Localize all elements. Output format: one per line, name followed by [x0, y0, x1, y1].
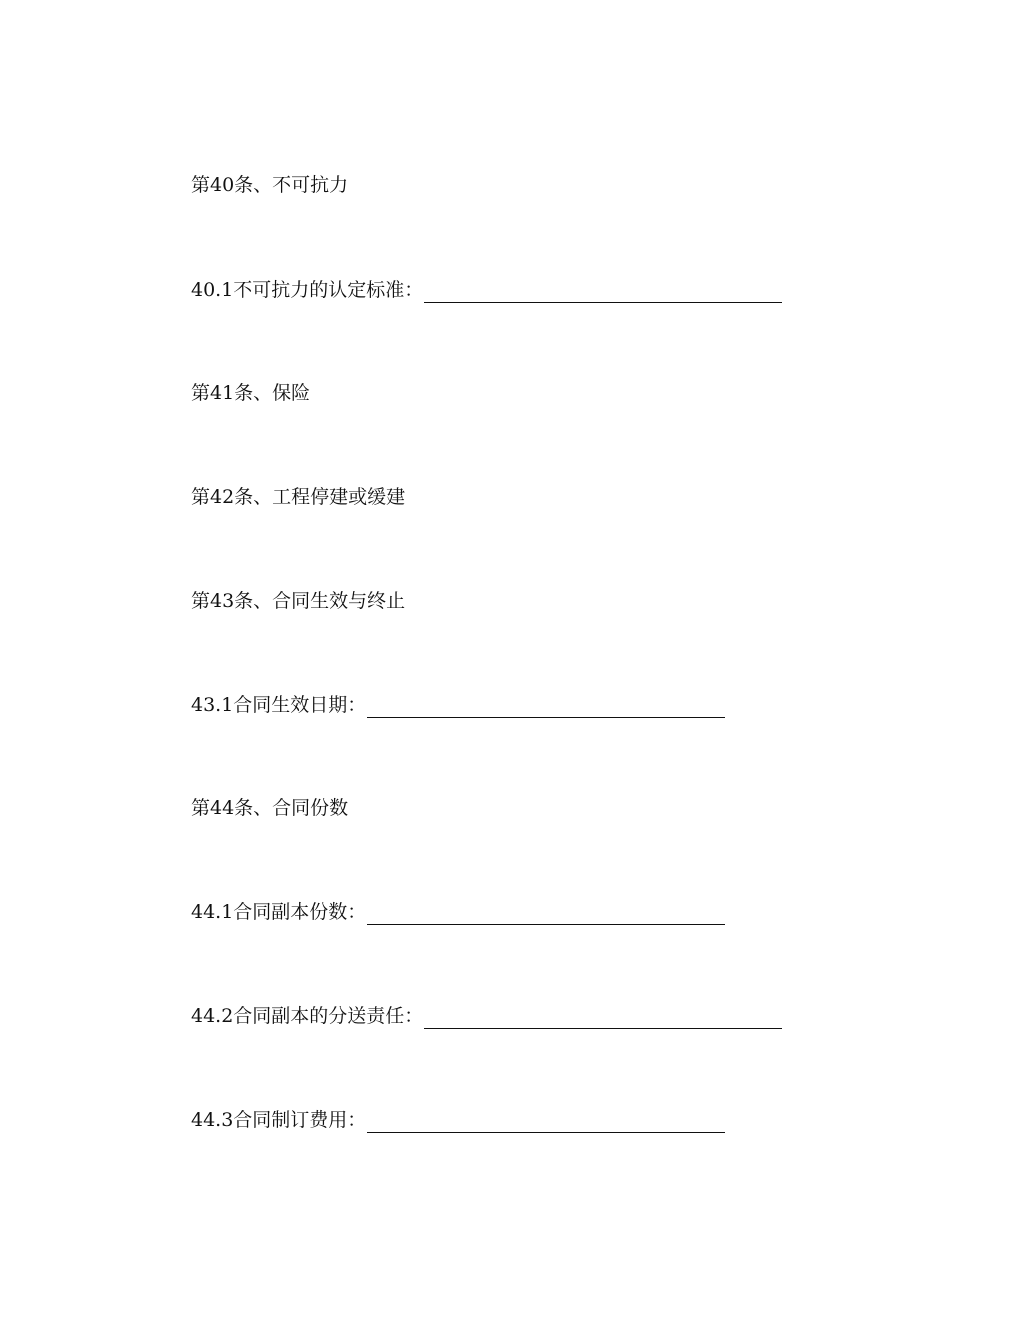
article-44-title: 第44条、合同份数 — [191, 797, 349, 819]
article-41-title: 第41条、保险 — [191, 382, 311, 404]
article-43-heading — [191, 588, 405, 614]
article-42-heading — [191, 484, 405, 510]
clause-40-1-label: 40.1不可抗力的认定标准： — [191, 279, 424, 301]
clause-44-1 — [191, 899, 725, 925]
clause-40-1-fill-in-blank[interactable] — [424, 280, 782, 303]
clause-43-1-label: 43.1合同生效日期： — [191, 694, 367, 716]
article-41-heading — [191, 380, 310, 406]
clause-40-1 — [191, 277, 782, 303]
clause-44-1-fill-in-blank[interactable] — [367, 902, 725, 925]
clause-44-2-label: 44.2合同副本的分送责任： — [191, 1005, 424, 1027]
clause-43-1-fill-in-blank[interactable] — [367, 695, 725, 718]
clause-44-1-label: 44.1合同副本份数： — [191, 901, 367, 923]
clause-44-3-label: 44.3合同制订费用： — [191, 1109, 367, 1131]
clause-44-3 — [191, 1107, 725, 1133]
clause-44-2 — [191, 1003, 782, 1029]
clause-44-2-fill-in-blank[interactable] — [424, 1006, 782, 1029]
clause-43-1 — [191, 692, 725, 718]
clause-44-3-fill-in-blank[interactable] — [367, 1110, 725, 1133]
article-40-title: 第40条、不可抗力 — [191, 174, 349, 196]
article-44-heading — [191, 795, 348, 821]
article-43-title: 第43条、合同生效与终止 — [191, 590, 406, 612]
article-42-title: 第42条、工程停建或缓建 — [191, 486, 406, 508]
article-40-heading — [191, 172, 348, 198]
